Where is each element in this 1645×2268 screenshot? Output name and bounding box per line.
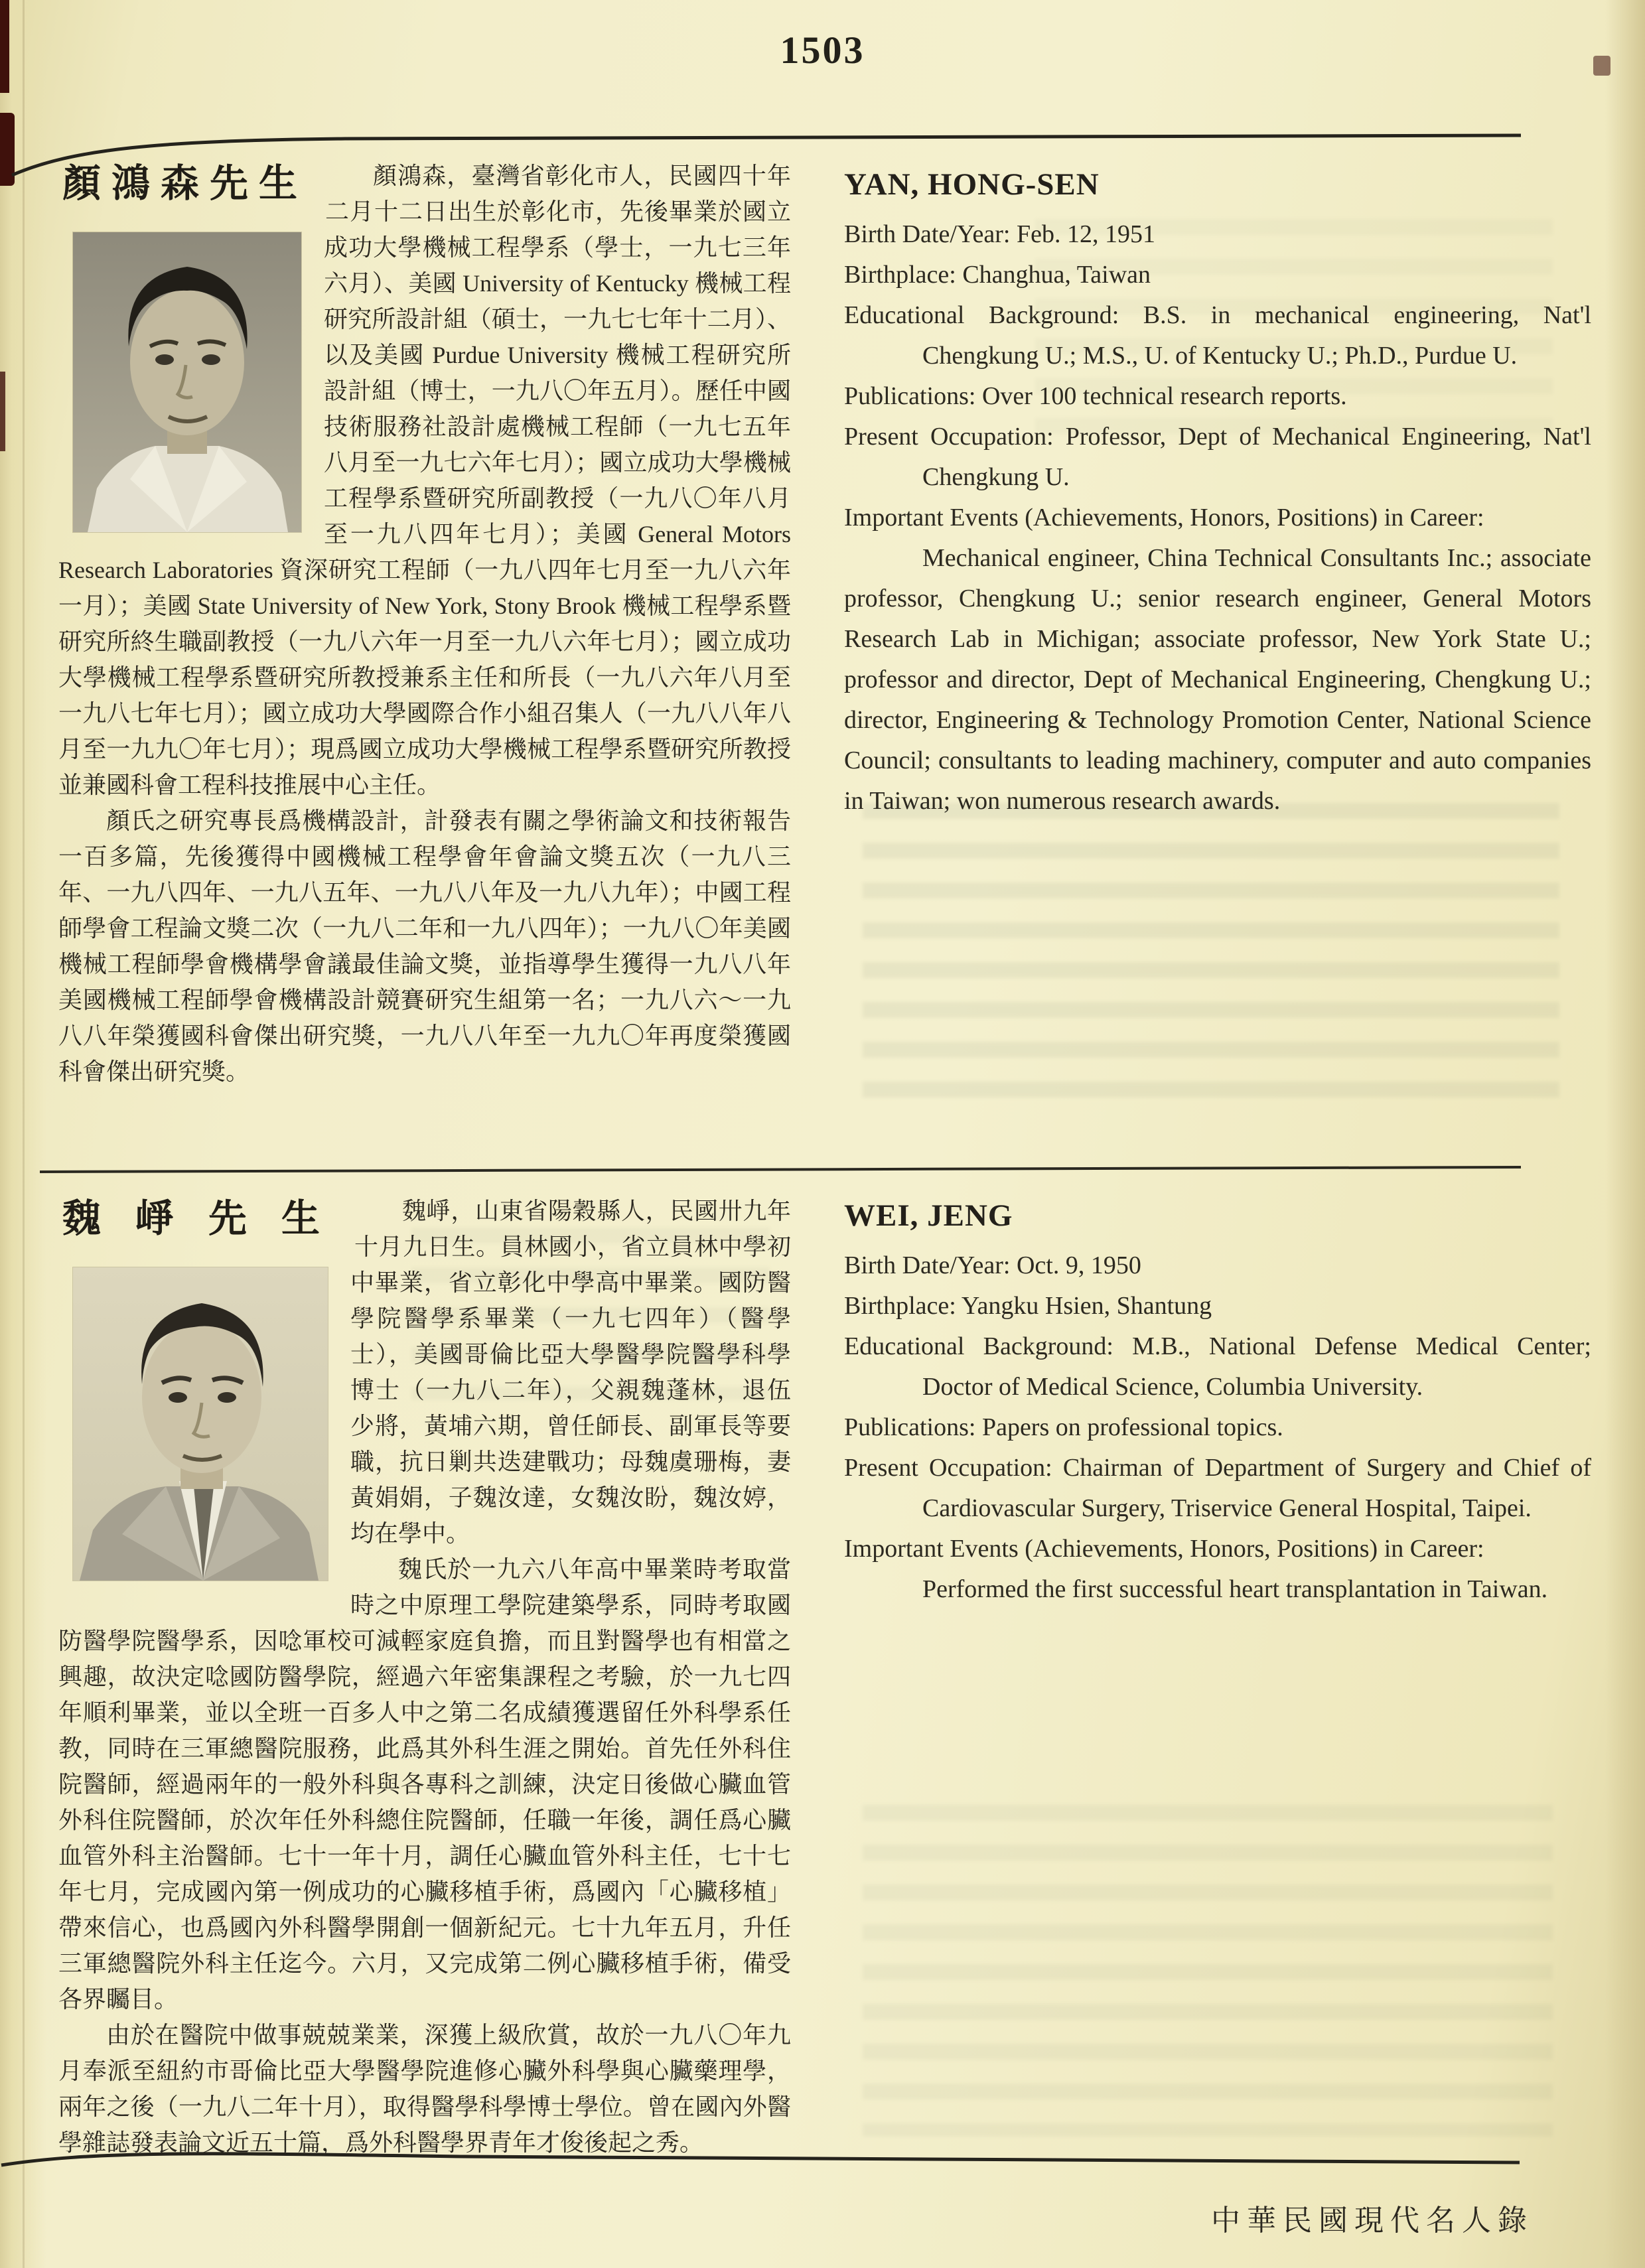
entry-yan-occupation: Present Occupation: Professor, Dept of Mechanical Engineering, Nat'l Chengkung U. xyxy=(844,423,1591,491)
entry-wei-name-chinese: 魏崢先生 xyxy=(62,1197,355,1240)
scan-edge-mark xyxy=(0,113,15,186)
portrait-wei-icon xyxy=(73,1267,328,1581)
entry-wei-career-heading: Important Events (Achievements, Honors, Positions) in Career: xyxy=(844,1535,1484,1563)
entry-wei-bio-paragraph-2: 魏氏於一九六八年高中畢業時考取當時之中原理工學院建築學系，同時考取國防醫學院醫學系，因唸軍校可減輕家庭負擔，而且對醫學也有相當之興趣，故決定唸國防醫學院，經過六年密集課程之考驗，於一九七四年順利畢業，並以全班一百多人中之第二名成績獲選留任外科學系任教，同時在三軍總醫院服務，此爲其外科生涯之開始。首先任外科住院醫師，經過兩年的一般外科與各專科之訓練，決定日後做心臟血管外科住院醫師，於次年任外科總住院醫師，任職一年後，調任爲心臟血管外科主治醫師。七十一年十月，調任心臟血管外科主任，七十七年七月，完成國內第一例成功的心臟移植手術，爲國內「心臟移植」帶來信心，也爲國內外科醫學開創一個新紀元。七十九年五月，升任三軍總醫院外科主任迄今。六月，又完成第二例心臟移植手術，備受各界矚目。 xyxy=(58,1556,791,2013)
entry-yan-education: Educational Background: B.S. in mechanical engineering, Nat'l Chengkung U.; M.S., U. of Kentucky U.; Ph.D., Purdue U. xyxy=(844,301,1591,370)
entry-yan-bio-paragraph-1: 顏鴻森，臺灣省彰化市人，民國四十年二月十二日出生於彰化市，先後畢業於國立成功大學機械工程學系（學士，一九七三年六月）、美國 University of Kentucky 機械工程研究所設計組（碩士，一九七七年十二月）、以及美國 Purdue University 機械工程研究所設計組（博士，一九八〇年五月）。歷任中國技術服務社設計處機械工程師（一九七五年八月至一九七六年七月）；國立成功大學機械工程學系暨研究所副教授（一九八〇年八月至一九八四年七月）；美國 General Motors Research Laboratories 資深研究工程師（一九八四年七月至一九八六年一月）；美國 State University of New York, Stony Brook 機械工程學系暨研究所終生職副教授（一九八六年一月至一九八六年七月）；國立成功大學機械工程學系暨研究所教授兼系主任和所長（一九八六年八月至一九八七年七月）；國立成功大學國際合作小組召集人（一九八八年八月至一九九〇年七月）；現爲國立成功大學機械工程學系暨研究所教授並兼國科會工程科技推展中心主任。 xyxy=(58,163,791,798)
entry-yan-chinese-column xyxy=(58,158,791,1090)
book-title-footer: 中華民國現代名人錄 xyxy=(1211,2204,1534,2237)
entry-wei-birth-date: Birth Date/Year: Oct. 9, 1950 xyxy=(844,1251,1141,1279)
ink-bleed-through xyxy=(863,1805,1553,2137)
entry-yan-name-chinese: 顏鴻森先生 xyxy=(62,162,309,205)
entry-yan-career-heading: Important Events (Achievements, Honors, Positions) in Career: xyxy=(844,504,1484,532)
entry-wei-career-body: Performed the first successful heart transplantation in Taiwan. xyxy=(922,1575,1548,1603)
entry-wei-bio-paragraph-3: 由於在醫院中做事兢兢業業，深獲上級欣賞，故於一九八〇年九月奉派至紐約市哥倫比亞大學醫學院進修心臟外科學與心臟藥理學，兩年之後（一九八二年十月），取得醫學科學博士學位。曾在國內外醫學雜誌發表論文近五十篇，爲外科醫學界青年才俊後起之秀。 xyxy=(58,2022,791,2156)
page-right-edge-shading xyxy=(1605,0,1645,2268)
entry-wei-name-english: WEI, JENG xyxy=(844,1198,1013,1233)
entry-wei-birthplace: Birthplace: Yangku Hsien, Shantung xyxy=(844,1292,1212,1320)
entry-wei-english-column xyxy=(844,1196,1591,1610)
entry-wei-photo xyxy=(73,1267,328,1581)
ink-bleed-through xyxy=(863,803,1559,1115)
scan-edge-mark xyxy=(0,372,5,451)
entry-yan-bio-paragraph-2: 顏氏之研究專長爲機構設計，計發表有關之學術論文和技術報告一百多篇，先後獲得中國機械工程學會年會論文獎五次（一九八三年、一九八四年、一九八五年、一九八八年及一九八九年）；中國工程師學會工程論文獎二次（一九八二年和一九八四年）；一九八〇年美國機械工程師學會機構學會議最佳論文獎，並指導學生獲得一九八八年美國機械工程師學會機構設計競賽研究生組第一名；一九八六～一九八八年榮獲國科會傑出研究獎，一九八八年至一九九〇年再度榮獲國科會傑出研究獎。 xyxy=(58,808,791,1085)
entry-wei-publications: Publications: Papers on professional topics. xyxy=(844,1413,1283,1441)
page-number: 1503 xyxy=(780,29,865,72)
entry-yan-publications: Publications: Over 100 technical research reports. xyxy=(844,382,1347,410)
entry-wei-education: Educational Background: M.B., National Defense Medical Center; Doctor of Medical Science, Columbia University. xyxy=(844,1332,1591,1401)
page-fold-line xyxy=(23,0,25,2268)
portrait-yan-icon xyxy=(73,232,301,532)
entry-yan-birth-date: Birth Date/Year: Feb. 12, 1951 xyxy=(844,220,1155,248)
entry-yan-photo xyxy=(73,232,301,532)
entry-wei-occupation: Present Occupation: Chairman of Department of Surgery and Chief of Cardiovascular Surgery, Triservice General Hospital, Taipei. xyxy=(844,1454,1591,1522)
entry-yan-name-english: YAN, HONG-SEN xyxy=(844,167,1100,202)
entry-yan-career-body: Mechanical engineer, China Technical Consultants Inc.; associate professor, Chengkung U.; senior research engineer, General Motors Research Lab in Michigan; associate professor, New York State U.; professor and director, Dept of Mechanical Engineering, Chengkung U.; director, Engineering & Technology Promotion Center, National Science Council; consultants to leading machinery, computer and auto companies in Taiwan; won numerous research awards. xyxy=(844,544,1591,815)
entry-yan-english-column xyxy=(844,165,1591,821)
entry-yan-birthplace: Birthplace: Changhua, Taiwan xyxy=(844,261,1151,289)
page-left-edge-shading xyxy=(0,0,46,2268)
entry-wei-bio-paragraph-1: 魏崢，山東省陽穀縣人，民國卅九年十月九日生。員林國小，省立員林中學初中畢業，省立彰化中學高中畢業。國防醫學院醫學系畢業（一九七四年）（醫學士），美國哥倫比亞大學醫學院醫學科學博士（一九八二年），父親魏蓬林，退伍少將，黃埔六期，曾任師長、副軍長等要職，抗日剿共迭建戰功；母魏虞珊梅，妻黃娟娟，子魏汝達，女魏汝盼，魏汝婷，均在學中。 xyxy=(350,1198,791,1547)
entry-wei-chinese-column xyxy=(58,1193,791,2161)
